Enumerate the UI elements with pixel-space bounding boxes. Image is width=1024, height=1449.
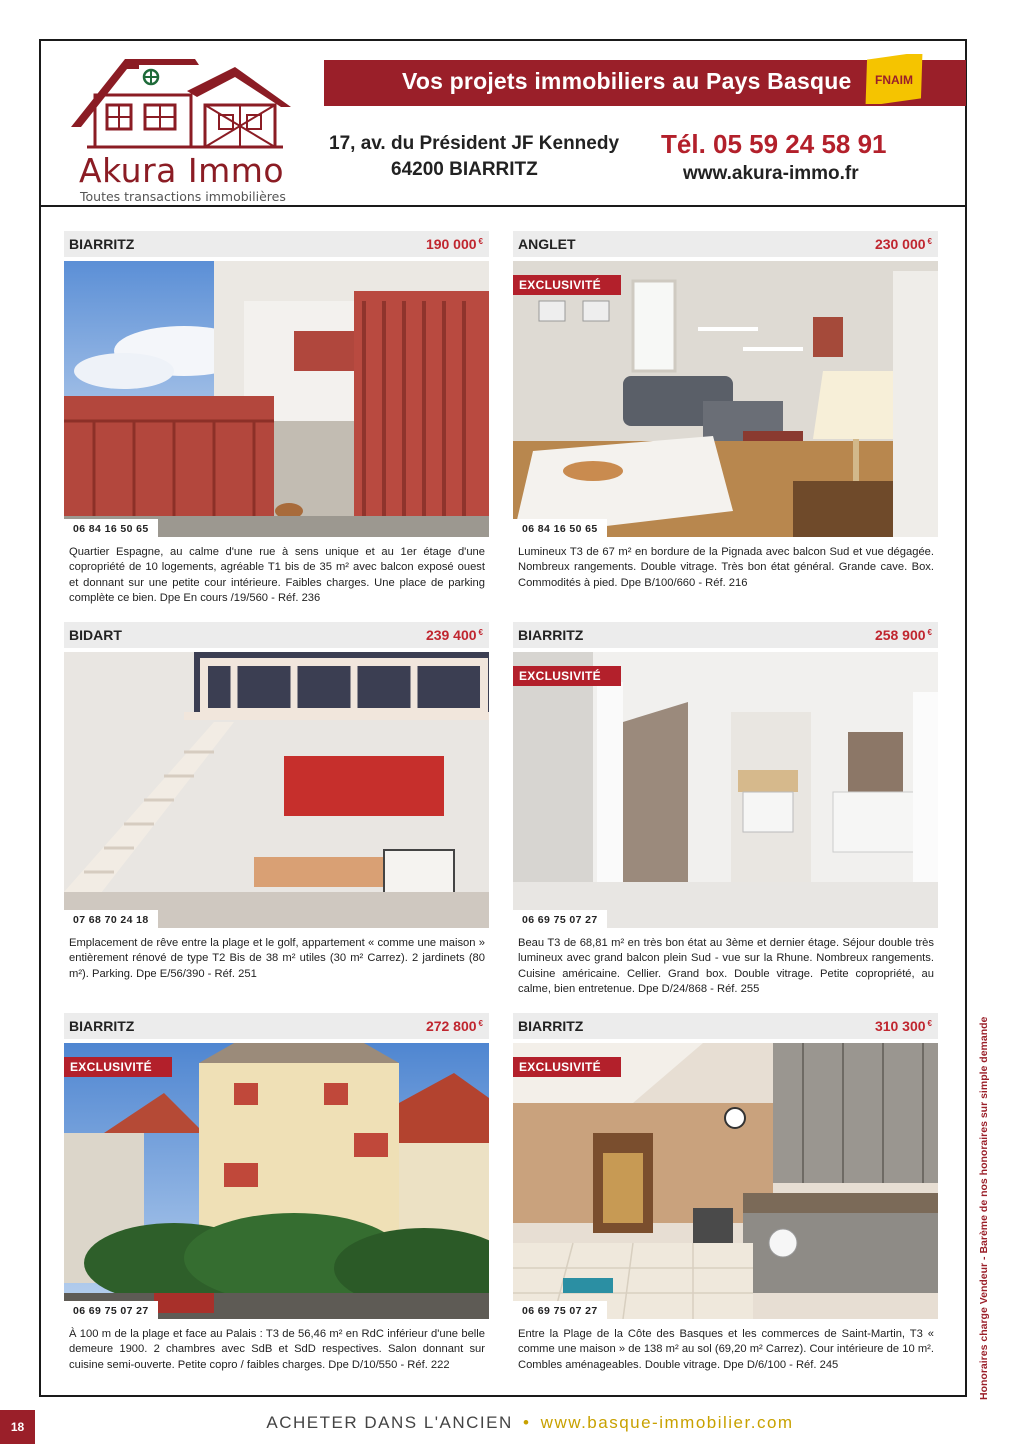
banner-title: Vos projets immobiliers au Pays Basque — [402, 68, 852, 94]
exclusive-badge: EXCLUSIVITÉ — [513, 666, 621, 686]
listing-description: Quartier Espagne, au calme d'une rue à sens unique et au 1er étage d'une copropriété de 10 logements, agréable T1 bis de 35 m² avec balcon exposé ouest et donnant sur une petite cour intérieure. Faibles charges. Une place de parking complète ce bien. Dpe En cours /19/560 - Réf. 236 — [69, 546, 485, 604]
page-number: 18 — [0, 1410, 35, 1444]
agency-website[interactable]: www.akura-immo.fr — [683, 163, 859, 184]
listing-price: 190 000 € — [425, 236, 483, 252]
footer-url[interactable]: www.basque-immobilier.com — [540, 1413, 794, 1432]
listing-description: Emplacement de rêve entre la plage et le golf, appartement « comme une maison » entièrement rénové de type T2 Bis de 38 m² utiles (30 m² Carrez). 2 jardinets (80 m²). Parking. Dpe E/56/390 - Réf. 251 — [69, 937, 485, 980]
listing-description: Beau T3 de 68,81 m² en très bon état au 3ème et dernier étage. Séjour double très lumineux avec grand balcon plein Sud - vue sur la Rhune. Nombreux rangements. Cuisine américaine. Cellier. Grand box. Double vitrage. Petite copropriété, au calme, bien entretenue. Dpe D/24/868 - Réf. 255 — [518, 937, 934, 995]
listing-card[interactable] — [513, 622, 938, 995]
exclusive-badge: EXCLUSIVITÉ — [513, 1057, 621, 1077]
listing-phone[interactable]: 07 68 70 24 18 — [64, 910, 158, 928]
house-logo-icon — [67, 55, 299, 151]
listing-photo[interactable] — [64, 261, 489, 537]
listing-photo[interactable] — [513, 652, 938, 928]
listing-price: 258 900 € — [874, 627, 932, 643]
listing-header — [513, 231, 938, 257]
listing-header — [64, 622, 489, 648]
listing-photo[interactable] — [513, 261, 938, 537]
fnaim-logo-icon — [856, 54, 932, 104]
listing-card[interactable] — [64, 622, 489, 980]
listing-description: Entre la Plage de la Côte des Basques et les commerces de Saint-Martin, T3 « comme une maison » de 138 m² au sol (69,20 m² Carrez). Cour intérieure de 10 m². Combles aménageables. Double vitrage. Dpe D/6/100 - Réf. 245 — [518, 1328, 934, 1371]
agency-logo — [67, 55, 299, 204]
listing-city: BIARRITZ — [69, 1018, 135, 1034]
listing-card[interactable] — [513, 1013, 938, 1371]
logo-name: Akura Immo — [79, 151, 285, 190]
listing-city: BIDART — [69, 627, 122, 643]
listing-card[interactable] — [64, 231, 489, 604]
listing-price: 310 300 € — [874, 1018, 932, 1034]
title-banner — [324, 60, 966, 106]
footer-separator: • — [522, 1413, 531, 1432]
listing-card[interactable] — [513, 231, 938, 589]
listing-city: BIARRITZ — [69, 236, 135, 252]
address-line1: 17, av. du Président JF Kennedy — [329, 133, 620, 154]
agency-header — [41, 41, 965, 207]
listing-phone[interactable]: 06 69 75 07 27 — [64, 1301, 158, 1319]
listing-city: ANGLET — [518, 236, 576, 252]
listing-header — [513, 1013, 938, 1039]
footer-section: ACHETER DANS L'ANCIEN — [266, 1413, 513, 1432]
listing-header — [513, 622, 938, 648]
listing-description: À 100 m de la plage et face au Palais : T3 de 56,46 m² en RdC inférieur d'une belle demeure 1900. 2 chambres avec SdB et SdD respectives. Salon donnant sur cuisine semi-ouverte. Petite copro / faibles charges. Dpe D/10/550 - Réf. 222 — [69, 1328, 485, 1371]
listing-photo[interactable] — [64, 652, 489, 928]
listing-city: BIARRITZ — [518, 1018, 584, 1034]
listing-header — [64, 1013, 489, 1039]
listing-header — [64, 231, 489, 257]
listing-phone[interactable]: 06 69 75 07 27 — [513, 1301, 607, 1319]
fees-note: Honoraires charge Vendeur - Barème de nos honoraires sur simple demande — [978, 1016, 990, 1400]
page-frame — [39, 39, 967, 1397]
address-line2: 64200 BIARRITZ — [391, 159, 538, 180]
listing-price: 230 000 € — [874, 236, 932, 252]
exclusive-badge: EXCLUSIVITÉ — [513, 275, 621, 295]
listing-price: 272 800 € — [425, 1018, 483, 1034]
agency-phone[interactable]: Tél. 05 59 24 58 91 — [661, 129, 887, 159]
listing-phone[interactable]: 06 84 16 50 65 — [513, 519, 607, 537]
listing-phone[interactable]: 06 69 75 07 27 — [513, 910, 607, 928]
listing-card[interactable] — [64, 1013, 489, 1371]
listing-description: Lumineux T3 de 67 m² en bordure de la Pignada avec balcon Sud et vue dégagée. Nombreux rangements. Double vitrage. Très bon état général. Grande cave. Box. Commodités à pied. Dpe B/100/660 - Réf. 216 — [518, 546, 934, 589]
page-footer — [0, 1413, 1024, 1433]
listing-phone[interactable]: 06 84 16 50 65 — [64, 519, 158, 537]
fnaim-badge — [856, 54, 932, 104]
logo-tagline: Toutes transactions immobilières — [80, 189, 286, 204]
listing-price: 239 400 € — [425, 627, 483, 643]
exclusive-badge: EXCLUSIVITÉ — [64, 1057, 172, 1077]
listing-photo[interactable] — [513, 1043, 938, 1319]
fnaim-label: FNAIM — [875, 73, 913, 87]
listing-city: BIARRITZ — [518, 627, 584, 643]
listing-photo[interactable] — [64, 1043, 489, 1319]
